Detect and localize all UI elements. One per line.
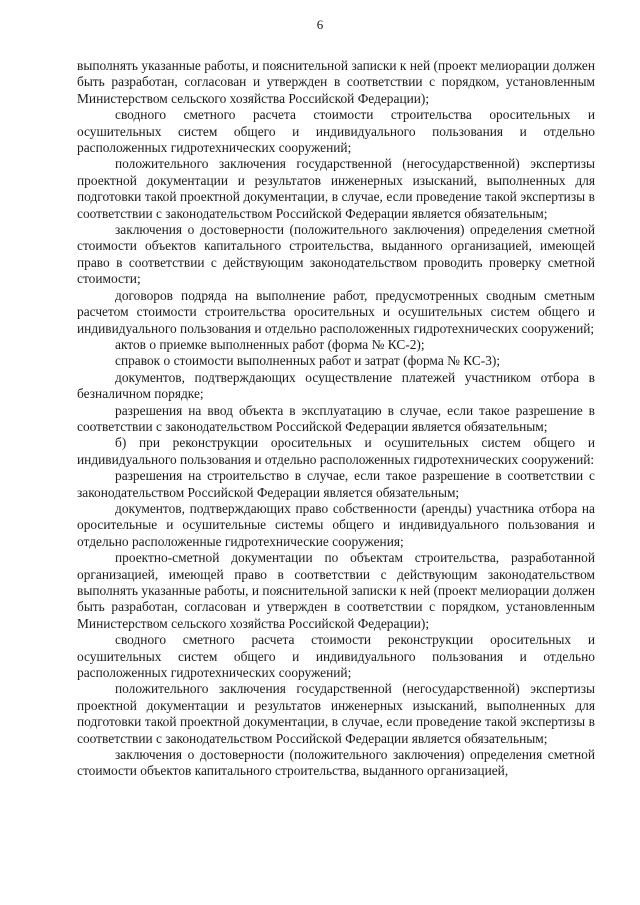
paragraph: документов, подтверждающих осуществление платежей участником отбора в безналичном порядке;	[77, 369, 595, 402]
paragraph: заключения о достоверности (положительного заключения) определения сметной стоимости объектов капитального строительства, выданного организацией,	[77, 747, 595, 779]
paragraph: б) при реконструкции оросительных и осушительных систем общего и индивидуального пользования и отдельно расположенных гидротехнических сооружений:	[77, 435, 595, 467]
paragraph: документов, подтверждающих право собственности (аренды) участника отбора на оросительные и осушительные системы общего и индивидуального пользования и отдельно расположенные гидротехнические сооружения;	[77, 500, 595, 549]
paragraph: заключения о достоверности (положительного заключения) определения сметной стоимости объектов капитального строительства, выданного организацией, имеющей право в соответствии с действующим законодательством проводить проверку сметной стоимости;	[77, 222, 595, 287]
paragraph: договоров подряда на выполнение работ, предусмотренных сводным сметным расчетом стоимости строительства оросительных и осушительных систем общего и индивидуального пользования и отдельно расположенных гидротехнических сооружений;	[77, 287, 595, 336]
paragraph: разрешения на строительство в случае, если такое разрешение в соответствии с законодательством Российской Федерации является обязательным;	[77, 468, 595, 500]
paragraph: сводного сметного расчета стоимости реконструкции оросительных и осушительных систем общего и индивидуального пользования и отдельно расположенных гидротехнических сооружений;	[77, 632, 595, 681]
paragraph: справок о стоимости выполненных работ и затрат (форма № КС-3);	[115, 353, 501, 369]
paragraph: разрешения на ввод объекта в эксплуатацию в случае, если такое разрешение в соответствии с законодательством Российской Федерации является обязательным;	[77, 402, 595, 434]
page-number: 6	[316, 17, 324, 32]
paragraph: выполнять указанные работы, и пояснительной записки к ней (проект мелиорации должен быть разработан, согласован и утвержден в соответствии с порядком, установленным Министерством сельского хозяйства Российской Федерации);	[77, 58, 595, 106]
paragraph: актов о приемке выполненных работ (форма № КС-2);	[115, 336, 425, 352]
paragraph: положительного заключения государственной (негосударственной) экспертизы проектной документации и результатов инженерных изысканий, выполненных для подготовки такой проектной документации, в случае, если проведение такой экспертизы в соответствии с законодательством Российской Федерации является обязательным;	[77, 156, 595, 221]
paragraph: проектно-сметной документации по объектам строительства, разработанной организацией, имеющей право в соответствии с действующим законодательством выполнять указанные работы, и пояснительной записки к ней (проект мелиорации должен быть разработан, согласован и утвержден в соответствии с порядком, установленным Министерством сельского хозяйства Российской Федерации);	[77, 550, 595, 631]
document-body	[77, 58, 595, 780]
paragraph: сводного сметного расчета стоимости строительства оросительных и осушительных систем общего и индивидуального пользования и отдельно расположенных гидротехнических сооружений;	[77, 107, 595, 156]
paragraph: положительного заключения государственной (негосударственной) экспертизы проектной документации и результатов инженерных изысканий, выполненных для подготовки такой проектной документации, в случае, если проведение такой экспертизы в соответствии с законодательством Российской Федерации является обязательным;	[77, 681, 595, 746]
